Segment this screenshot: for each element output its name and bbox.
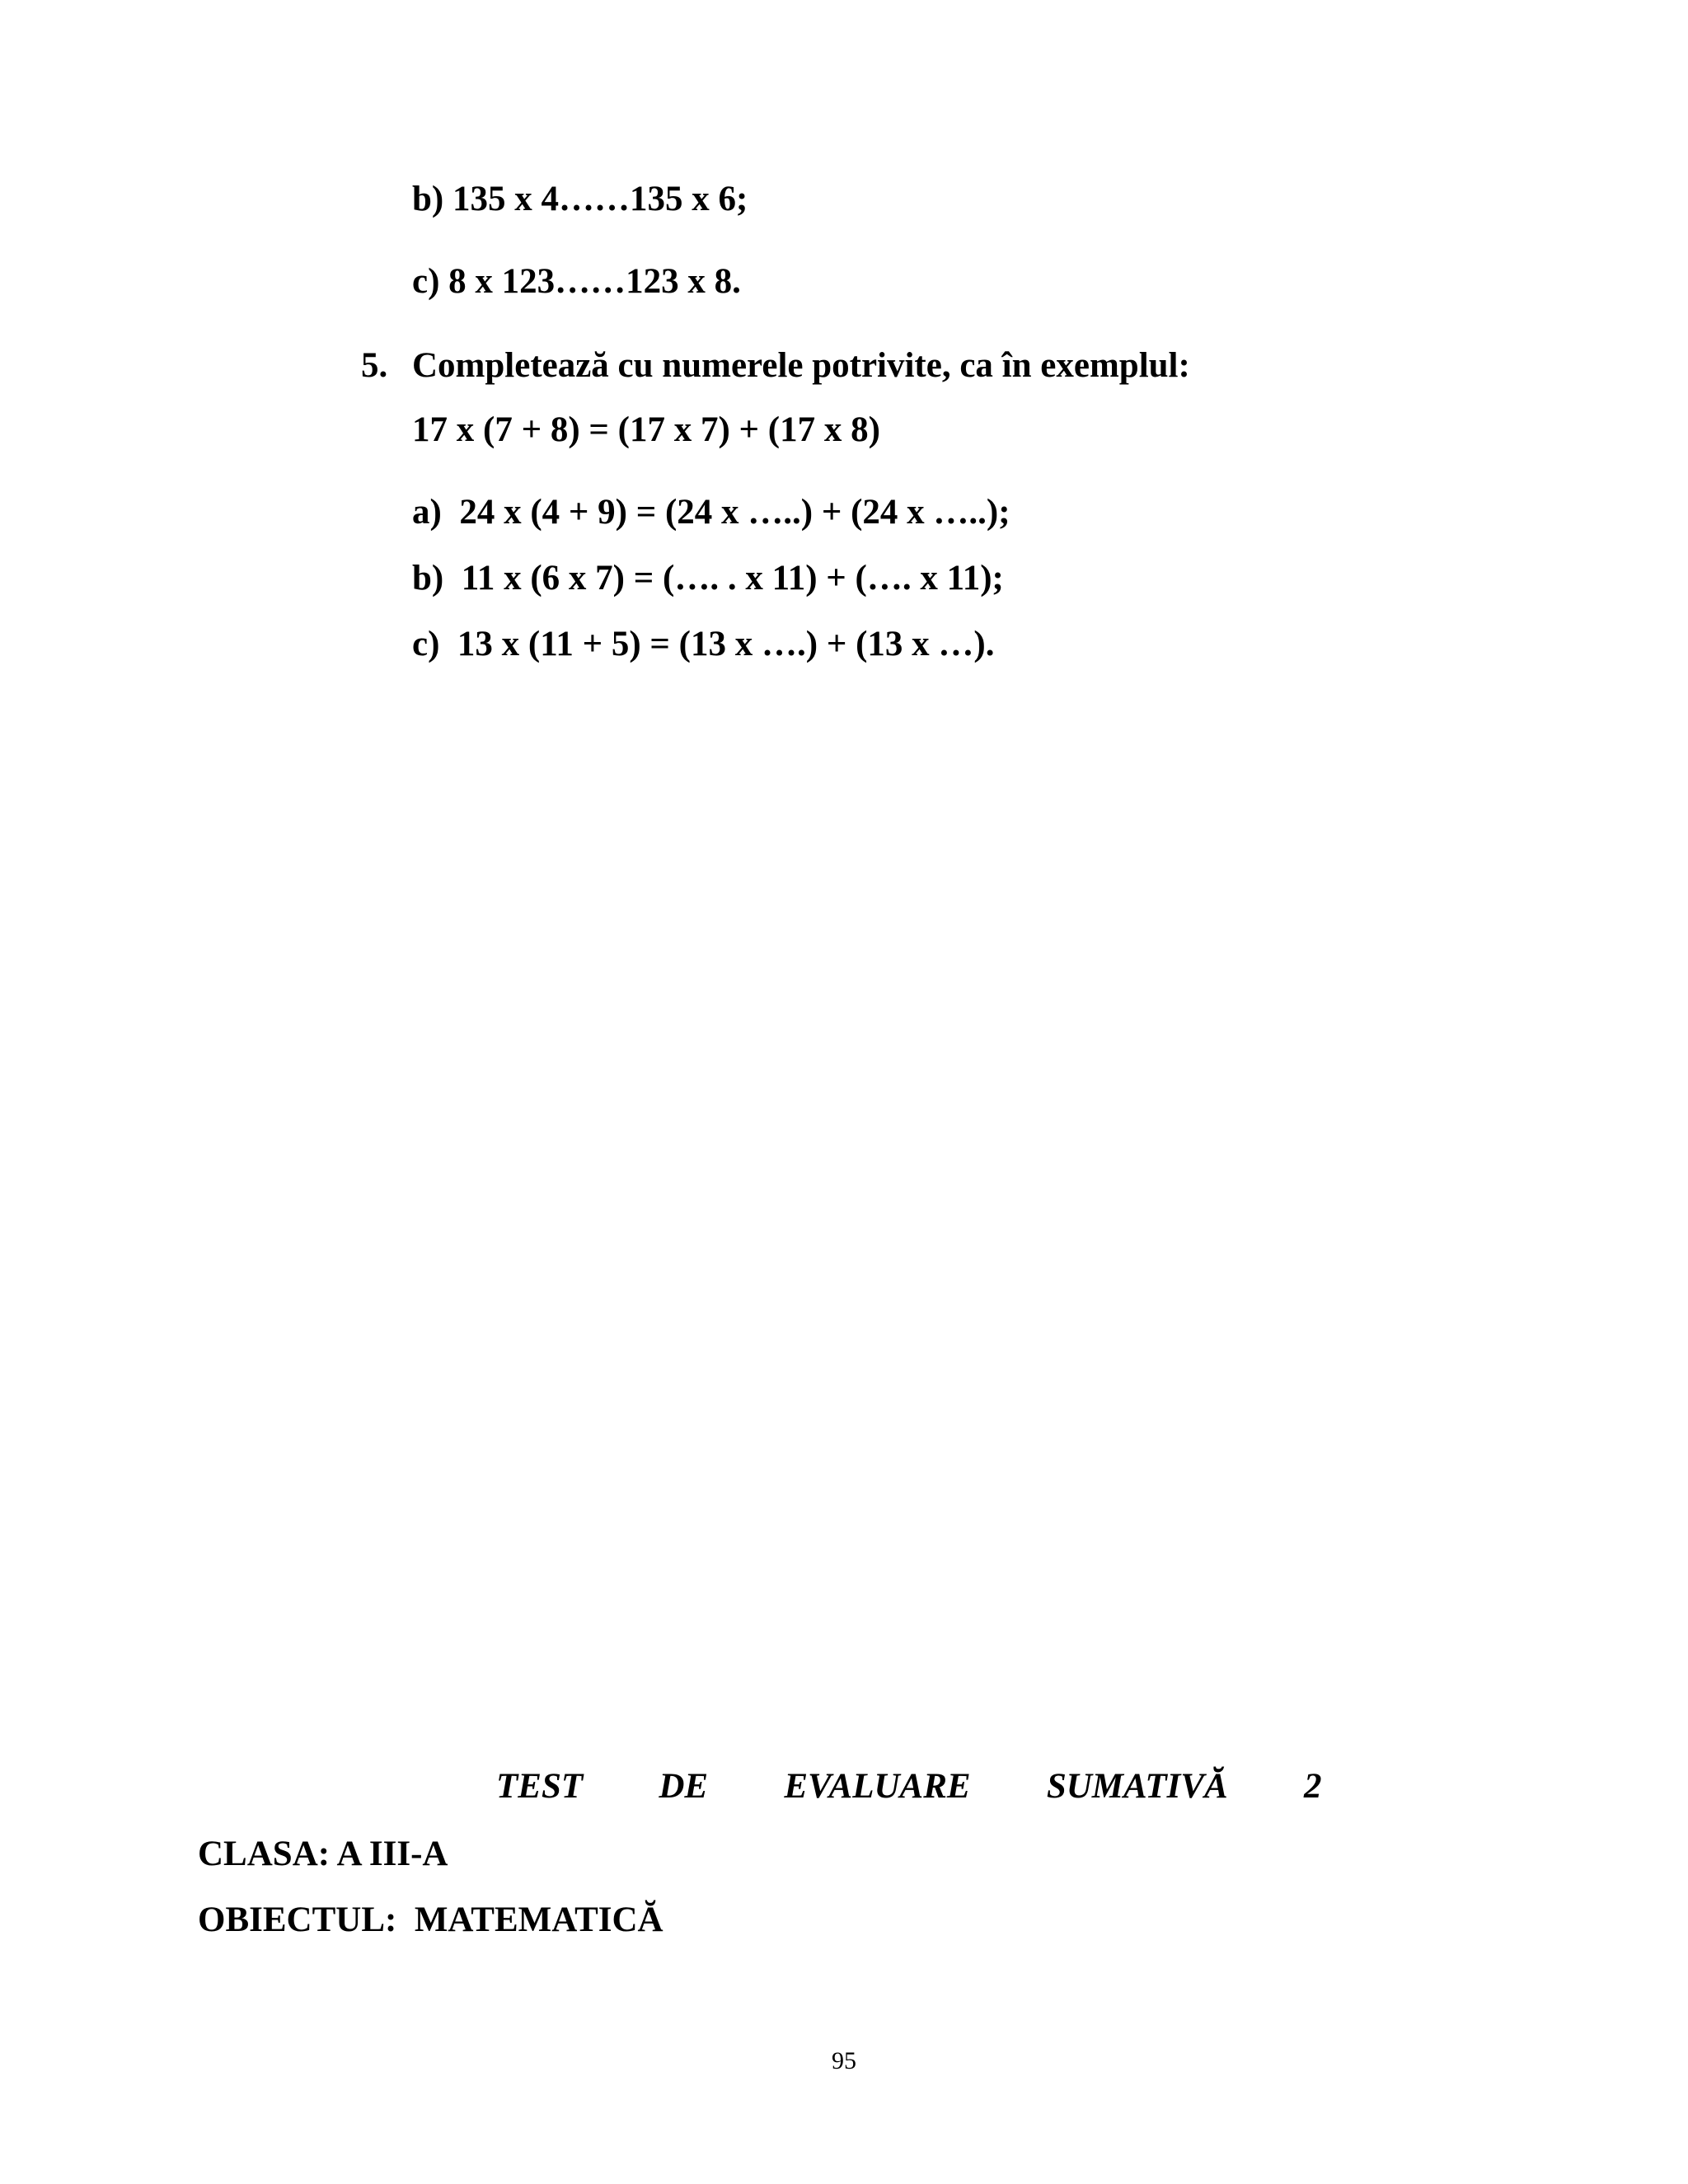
exercise-number: 5. — [361, 346, 388, 385]
class-line: CLASA: A III-A — [198, 1835, 448, 1873]
item-4b: b) 135 x 4……135 x 6; — [412, 180, 748, 218]
item-5c: c) 13 x (11 + 5) = (13 x ….) + (13 x …). — [412, 625, 995, 663]
subject-line: OBIECTUL: MATEMATICĂ — [198, 1900, 663, 1939]
exercise-5-example: 17 x (7 + 8) = (17 x 7) + (17 x 8) — [412, 410, 880, 449]
test-title: TEST DE EVALUARE SUMATIVĂ 2 — [496, 1767, 1322, 1806]
instruction-text: Completează cu numerele potrivite, ca în exemplul: — [412, 346, 1190, 385]
item-4c: c) 8 x 123……123 x 8. — [412, 262, 741, 301]
item-5a: a) 24 x (4 + 9) = (24 x …..) + (24 x …..); — [412, 493, 1010, 532]
item-5b: b) 11 x (6 x 7) = (…. . x 11) + (…. x 11); — [412, 559, 1004, 598]
exercise-5-instruction — [361, 348, 1190, 383]
page-number: 95 — [832, 2047, 856, 2074]
